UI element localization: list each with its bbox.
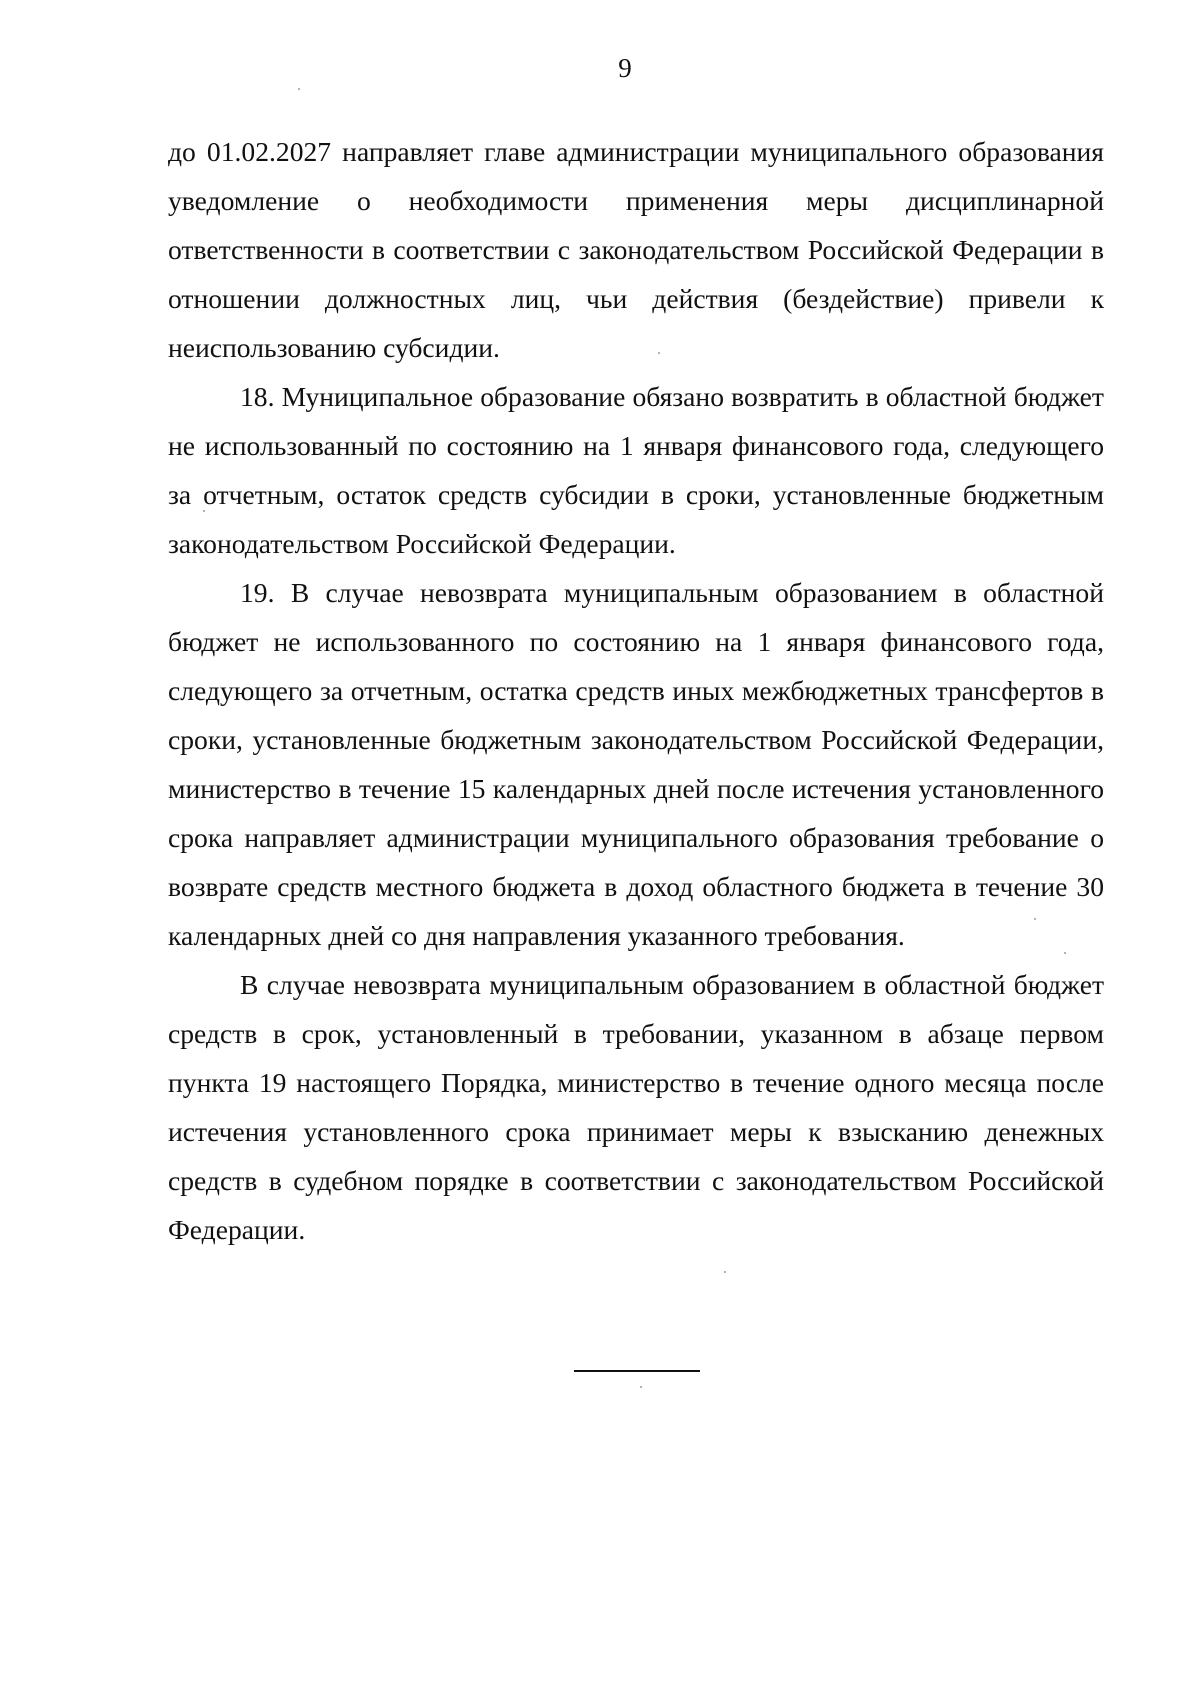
end-of-document-rule: [574, 1370, 700, 1372]
scan-speck: [640, 1386, 642, 1388]
document-body: [168, 127, 1104, 1254]
scan-speck: [298, 88, 300, 90]
paragraph-item-19: 19. В случае невозврата муниципальным образованием в областной бюджет не использованного по состоянию на 1 января финансового года, следующего за отчетным, остатка средств иных межбюджетных трансфертов в сроки, установленные бюджетным законодательством Российской Федерации, министерство в течение 15 календарных дней после истечения установленного срока направляет администрации муниципального образования требование о возврате средств местного бюджета в доход областного бюджета в течение 30 календарных дней со дня направления указанного требования.: [168, 577, 1104, 951]
paragraph-continuation: до 01.02.2027 направляет главе администрации муниципального образования уведомление о необходимости применения меры дисциплинарной ответственности в соответствии с законодательством Российской Федерации в отношении должностных лиц, чьи действия (бездействие) привели к неиспользованию субсидии.: [168, 136, 1104, 363]
paragraph-item-19-part-2: В случае невозврата муниципальным образованием в областной бюджет средств в срок, установленный в требовании, указанном в абзаце первом пункта 19 настоящего Порядка, министерство в течение одного месяца после истечения установленного срока принимает меры к взысканию денежных средств в судебном порядке в соответствии с законодательством Российской Федерации.: [168, 969, 1104, 1245]
scan-speck: [203, 510, 205, 512]
scan-speck: [724, 1271, 726, 1273]
scan-speck: [658, 352, 660, 354]
paragraph-item-18: 18. Муниципальное образование обязано возвратить в областной бюджет не использованный по состоянию на 1 января финансового года, следующего за отчетным, остаток средств субсидии в сроки, установленные бюджетным законодательством Российской Федерации.: [168, 381, 1104, 559]
page-number: 9: [618, 53, 632, 83]
scan-speck: [1034, 918, 1036, 920]
scan-speck: [1064, 952, 1066, 954]
